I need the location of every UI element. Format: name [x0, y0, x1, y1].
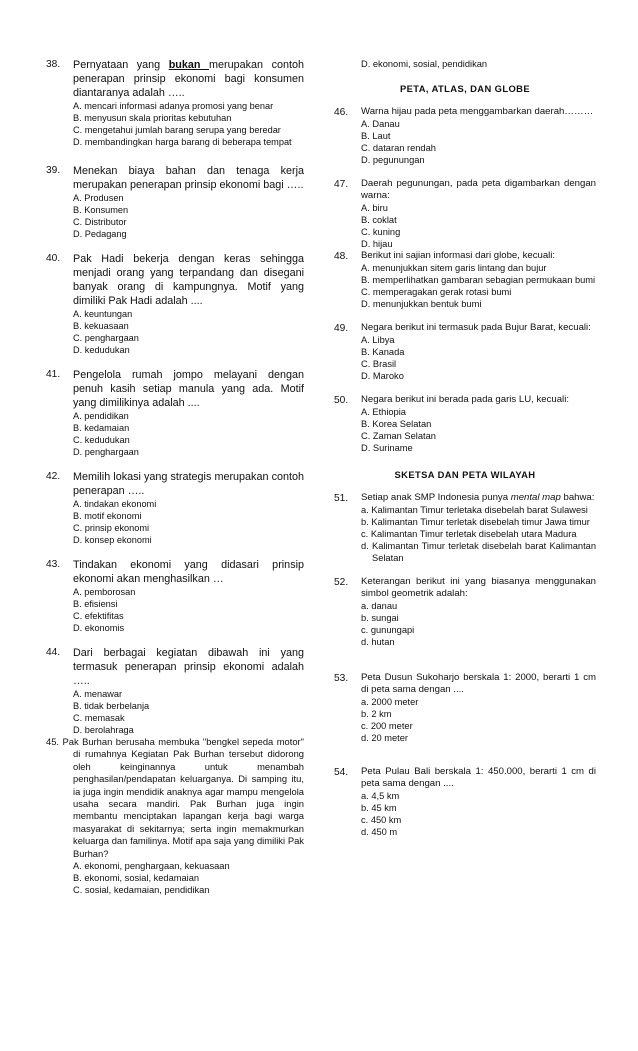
- option: B. ekonomi, sosial, kedamaian: [73, 873, 200, 884]
- right-column: [334, 58, 596, 838]
- option: A. tindakan ekonomi: [73, 499, 157, 509]
- question-stem: Peta Pulau Bali berskala 1: 450.000, berarti 1 cm di peta sama dengan ....: [361, 766, 596, 789]
- option: a. 4,5 km: [361, 791, 400, 801]
- question-stem: Tindakan ekonomi yang didasari prinsip ekonomi akan menghasilkan …: [73, 559, 304, 585]
- option: a. 2000 meter: [361, 697, 419, 707]
- section-heading: SKETSA DAN PETA WILAYAH: [394, 469, 536, 480]
- option: A. menawar: [73, 689, 123, 699]
- option: d. Kalimantan Timur terletak disebelah barat Kalimantan Selatan: [361, 541, 596, 563]
- option: D. pegunungan: [361, 155, 425, 165]
- question-stem: 45. Pak Burhan berusaha membuka "bengkel sepeda motor" di rumahnya Kegiatan Pak Burhan tersebut didorong oleh keinginannya untuk menambah penghasilan/pendapatan keluarganya. Di samping itu, ia juga ingin mendidik anaknya agar mampu mengelola usaha secara mandiri. Pak Burhan juga ingin membantu menciptakan lapangan kerja bagi warga masyarakat di sekitarnya; serta ingin memakmurkan keluarga dan familinya. Motif apa saja yang dimiliki Pak Burhan?: [46, 736, 304, 859]
- question-number: 42.: [46, 471, 61, 482]
- option: B. kekuasaan: [73, 321, 129, 331]
- option: c. 200 meter: [361, 721, 413, 731]
- option: B. Konsumen: [73, 205, 129, 215]
- option: B. Kanada: [361, 347, 405, 357]
- question-38: [46, 58, 304, 148]
- question-stem: Pak Hadi bekerja dengan keras sehingga menjadi orang yang terpandang dan disegani banyak orang di kampungnya. Motif yang dimiliki Pak Hadi adalah ....: [73, 253, 304, 307]
- question-number: 41.: [46, 369, 61, 380]
- question-stem: Menekan biaya bahan dan tenaga kerja merupakan penerapan prinsip ekonomi bagi …..: [73, 165, 304, 191]
- question-52: [334, 576, 596, 648]
- question-39: [46, 164, 304, 240]
- option: A. mencari informasi adanya promosi yang benar: [73, 101, 274, 111]
- option: D. menunjukkan bentuk bumi: [361, 299, 482, 309]
- option: C. penghargaan: [73, 333, 139, 343]
- question-stem: Dari berbagai kegiatan dibawah ini yang termasuk penerapan prinsip ekonomi adalah …..: [73, 647, 304, 687]
- question-stem: Negara berikut ini termasuk pada Bujur Barat, kecuali:: [361, 322, 591, 333]
- option: A. keuntungan: [73, 309, 133, 319]
- option: c. gunungapi: [361, 625, 415, 635]
- option: D. hijau: [361, 239, 393, 249]
- option: d. 20 meter: [361, 733, 409, 743]
- option: B. efisiensi: [73, 599, 118, 609]
- option: C. memasak: [73, 713, 125, 723]
- question-stem: Pengelola rumah jompo melayani dengan penuh kasih setiap manula yang ada. Motif yang dimilikinya adalah ....: [73, 369, 304, 409]
- question-number: 52.: [334, 577, 349, 588]
- option: b. sungai: [361, 613, 399, 623]
- option: C. Distributor: [73, 217, 127, 227]
- question-number: 40.: [46, 253, 61, 264]
- option: D. membandingkan harga barang di beberapa tempat: [73, 137, 292, 147]
- option: A. menunjukkan sitem garis lintang dan bujur: [361, 263, 547, 273]
- option: b. Kalimantan Timur terletak disebelah timur Jawa timur: [361, 517, 590, 527]
- option: D. Suriname: [361, 443, 413, 453]
- option: D. ekonomi, sosial, pendidikan: [361, 59, 488, 69]
- question-number: 50.: [334, 395, 349, 406]
- section-heading: PETA, ATLAS, DAN GLOBE: [400, 83, 530, 94]
- question-53: [334, 672, 596, 744]
- question-number: 53.: [334, 673, 349, 684]
- option: c. 450 km: [361, 815, 402, 825]
- question-number: 46.: [334, 107, 349, 118]
- question-45: [46, 736, 304, 896]
- question-number: 39.: [46, 165, 61, 176]
- option: C. mengetahui jumlah barang serupa yang beredar: [73, 125, 281, 135]
- option: C. Brasil: [361, 359, 397, 369]
- question-number: 43.: [46, 559, 61, 570]
- question-47: [334, 178, 596, 250]
- option: C. sosial, kedamaian, pendidikan: [73, 885, 210, 896]
- option: c. Kalimantan Timur terletak disebelah utara Madura: [361, 529, 577, 539]
- question-number: 51.: [334, 493, 349, 504]
- question-stem: Negara berikut ini berada pada garis LU, kecuali:: [361, 394, 569, 405]
- option: a. danau: [361, 601, 398, 611]
- option: B. Laut: [361, 131, 391, 141]
- option: D. berolahraga: [73, 725, 134, 735]
- question-stem: Daerah pegunungan, pada peta digambarkan dengan warna:: [361, 178, 596, 201]
- option: C. kedudukan: [73, 435, 130, 445]
- question-number: 38.: [46, 59, 61, 70]
- question-stem: Warna hijau pada peta menggambarkan daerah………: [361, 106, 594, 117]
- question-49: [334, 322, 596, 382]
- option: B. Korea Selatan: [361, 419, 432, 429]
- option: C. kuning: [361, 227, 401, 237]
- option: A. Produsen: [73, 193, 124, 203]
- option: C. memperagakan gerak rotasi bumi: [361, 287, 512, 297]
- option: C. Zaman Selatan: [361, 431, 436, 441]
- option: A. Danau: [361, 119, 400, 129]
- question-48: [334, 250, 596, 310]
- question-44: [46, 646, 304, 736]
- option: d. hutan: [361, 637, 395, 647]
- question-50: [334, 394, 596, 454]
- question-stem: Memilih lokasi yang strategis merupakan contoh penerapan …..: [73, 471, 304, 497]
- question-number: 47.: [334, 179, 349, 190]
- option: C. prinsip ekonomi: [73, 523, 150, 533]
- option: A. Ethiopia: [361, 407, 406, 417]
- option: A. Libya: [361, 335, 395, 345]
- option: D. kedudukan: [73, 345, 130, 355]
- question-stem: Peta Dusun Sukoharjo berskala 1: 2000, berarti 1 cm di peta sama dengan ....: [361, 672, 596, 695]
- question-54: [334, 766, 596, 838]
- option: B. motif ekonomi: [73, 511, 142, 521]
- option: A. pendidikan: [73, 411, 129, 421]
- question-number: 54.: [334, 767, 349, 778]
- option: d. 450 m: [361, 827, 398, 837]
- question-42: [46, 470, 304, 546]
- option: b. 2 km: [361, 709, 392, 719]
- option: A. biru: [361, 203, 388, 213]
- question-stem: Berikut ini sajian informasi dari globe, kecuali:: [361, 250, 556, 261]
- question-45-continued: [334, 58, 596, 70]
- question-number: 48.: [334, 251, 349, 262]
- option: D. Pedagang: [73, 229, 127, 239]
- option: D. ekonomis: [73, 623, 125, 633]
- option: B. coklat: [361, 215, 397, 225]
- question-41: [46, 368, 304, 458]
- question-51: [334, 492, 596, 564]
- left-column: [46, 58, 304, 896]
- option: B. tidak berbelanja: [73, 701, 150, 711]
- option: B. kedamaian: [73, 423, 130, 433]
- option: D. konsep ekonomi: [73, 535, 152, 545]
- question-number: 49.: [334, 323, 349, 334]
- option: B. menyusun skala prioritas kebutuhan: [73, 113, 232, 123]
- question-stem: Pernyataan yang bukan merupakan contoh penerapan prinsip ekonomi bagi konsumen diantaranya adalah …..: [73, 59, 304, 99]
- question-40: [46, 252, 304, 356]
- question-stem: Keterangan berikut ini yang biasanya menggunakan simbol geometrik adalah:: [361, 576, 596, 599]
- option: D. Maroko: [361, 371, 404, 381]
- option: b. 45 km: [361, 803, 397, 813]
- question-43: [46, 558, 304, 634]
- option: B. memperlihatkan gambaran sebagian permukaan bumi: [361, 275, 596, 285]
- question-46: [334, 106, 596, 166]
- option: D. penghargaan: [73, 447, 139, 457]
- question-number: 44.: [46, 647, 61, 658]
- option: A. ekonomi, penghargaan, kekuasaan: [73, 861, 230, 872]
- option: a. Kalimantan Timur terletaka disebelah barat Sulawesi: [361, 505, 588, 515]
- option: C. dataran rendah: [361, 143, 436, 153]
- question-stem: Setiap anak SMP Indonesia punya mental map bahwa:: [361, 492, 595, 503]
- option: C. efektifitas: [73, 611, 124, 621]
- option: A. pemborosan: [73, 587, 136, 597]
